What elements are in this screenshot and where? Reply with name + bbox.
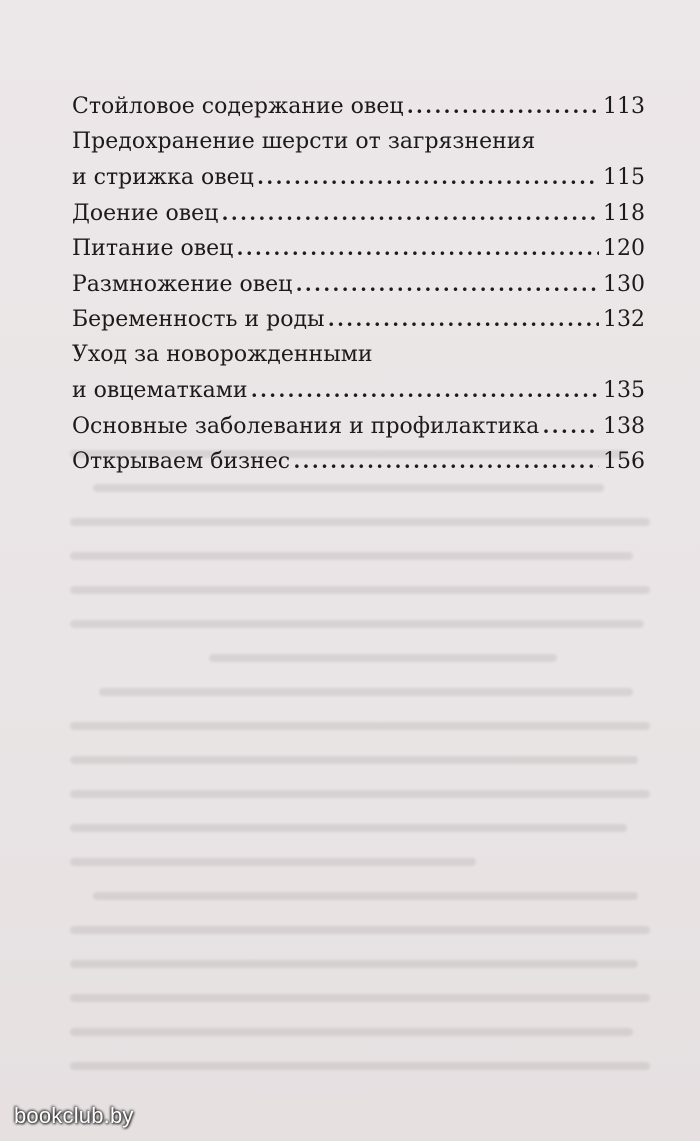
toc-page-number: 118 [603, 200, 645, 226]
toc-entry-title: Основные заболевания и профилактика [72, 413, 540, 439]
toc-entry [72, 408, 645, 444]
toc-entry-title: Доение овец [72, 200, 219, 226]
toc-entry-title: Уход за новорожденными [72, 341, 373, 367]
dot-leader [296, 266, 599, 302]
toc-entry [72, 337, 645, 408]
toc-page-number: 113 [603, 94, 645, 119]
toc-entry-title: Размножение овец [72, 271, 293, 297]
bleed-through-text [70, 450, 650, 1090]
toc-entry [72, 88, 645, 124]
toc-page-number: 138 [603, 413, 645, 439]
toc-entry-title: Предохранение шерсти от загрязнения [72, 128, 536, 154]
toc-entry [72, 443, 645, 479]
toc-entry [72, 266, 645, 302]
toc-page-number: 120 [603, 236, 645, 261]
toc-page-number: 130 [603, 271, 645, 297]
toc-entry-title: Питание овец [72, 236, 234, 261]
toc-entry [72, 195, 645, 231]
toc-entry [72, 124, 645, 195]
dot-leader [407, 88, 599, 124]
table-of-contents [72, 88, 645, 479]
toc-entry-title: Стойловое содержание овец [72, 94, 404, 119]
toc-page-number: 135 [603, 378, 645, 403]
toc-entry [72, 301, 645, 337]
toc-entry-title-continued: и стрижка овец [72, 165, 254, 190]
dot-leader [252, 372, 600, 408]
toc-entry-title: Беременность и роды [72, 307, 325, 332]
dot-leader [329, 301, 600, 337]
dot-leader [258, 159, 599, 195]
toc-entry-title: Открываем бизнес [72, 449, 291, 474]
toc-page-number: 115 [603, 165, 645, 190]
dot-leader [294, 443, 599, 479]
site-watermark: bookclub.by [14, 1103, 134, 1128]
toc-entry-title-continued: и овцематками [72, 378, 248, 403]
dot-leader [543, 408, 599, 444]
dot-leader [237, 230, 599, 266]
toc-page-number: 156 [603, 449, 645, 474]
toc-entry [72, 230, 645, 266]
dot-leader [222, 195, 599, 231]
toc-page-number: 132 [603, 307, 645, 332]
